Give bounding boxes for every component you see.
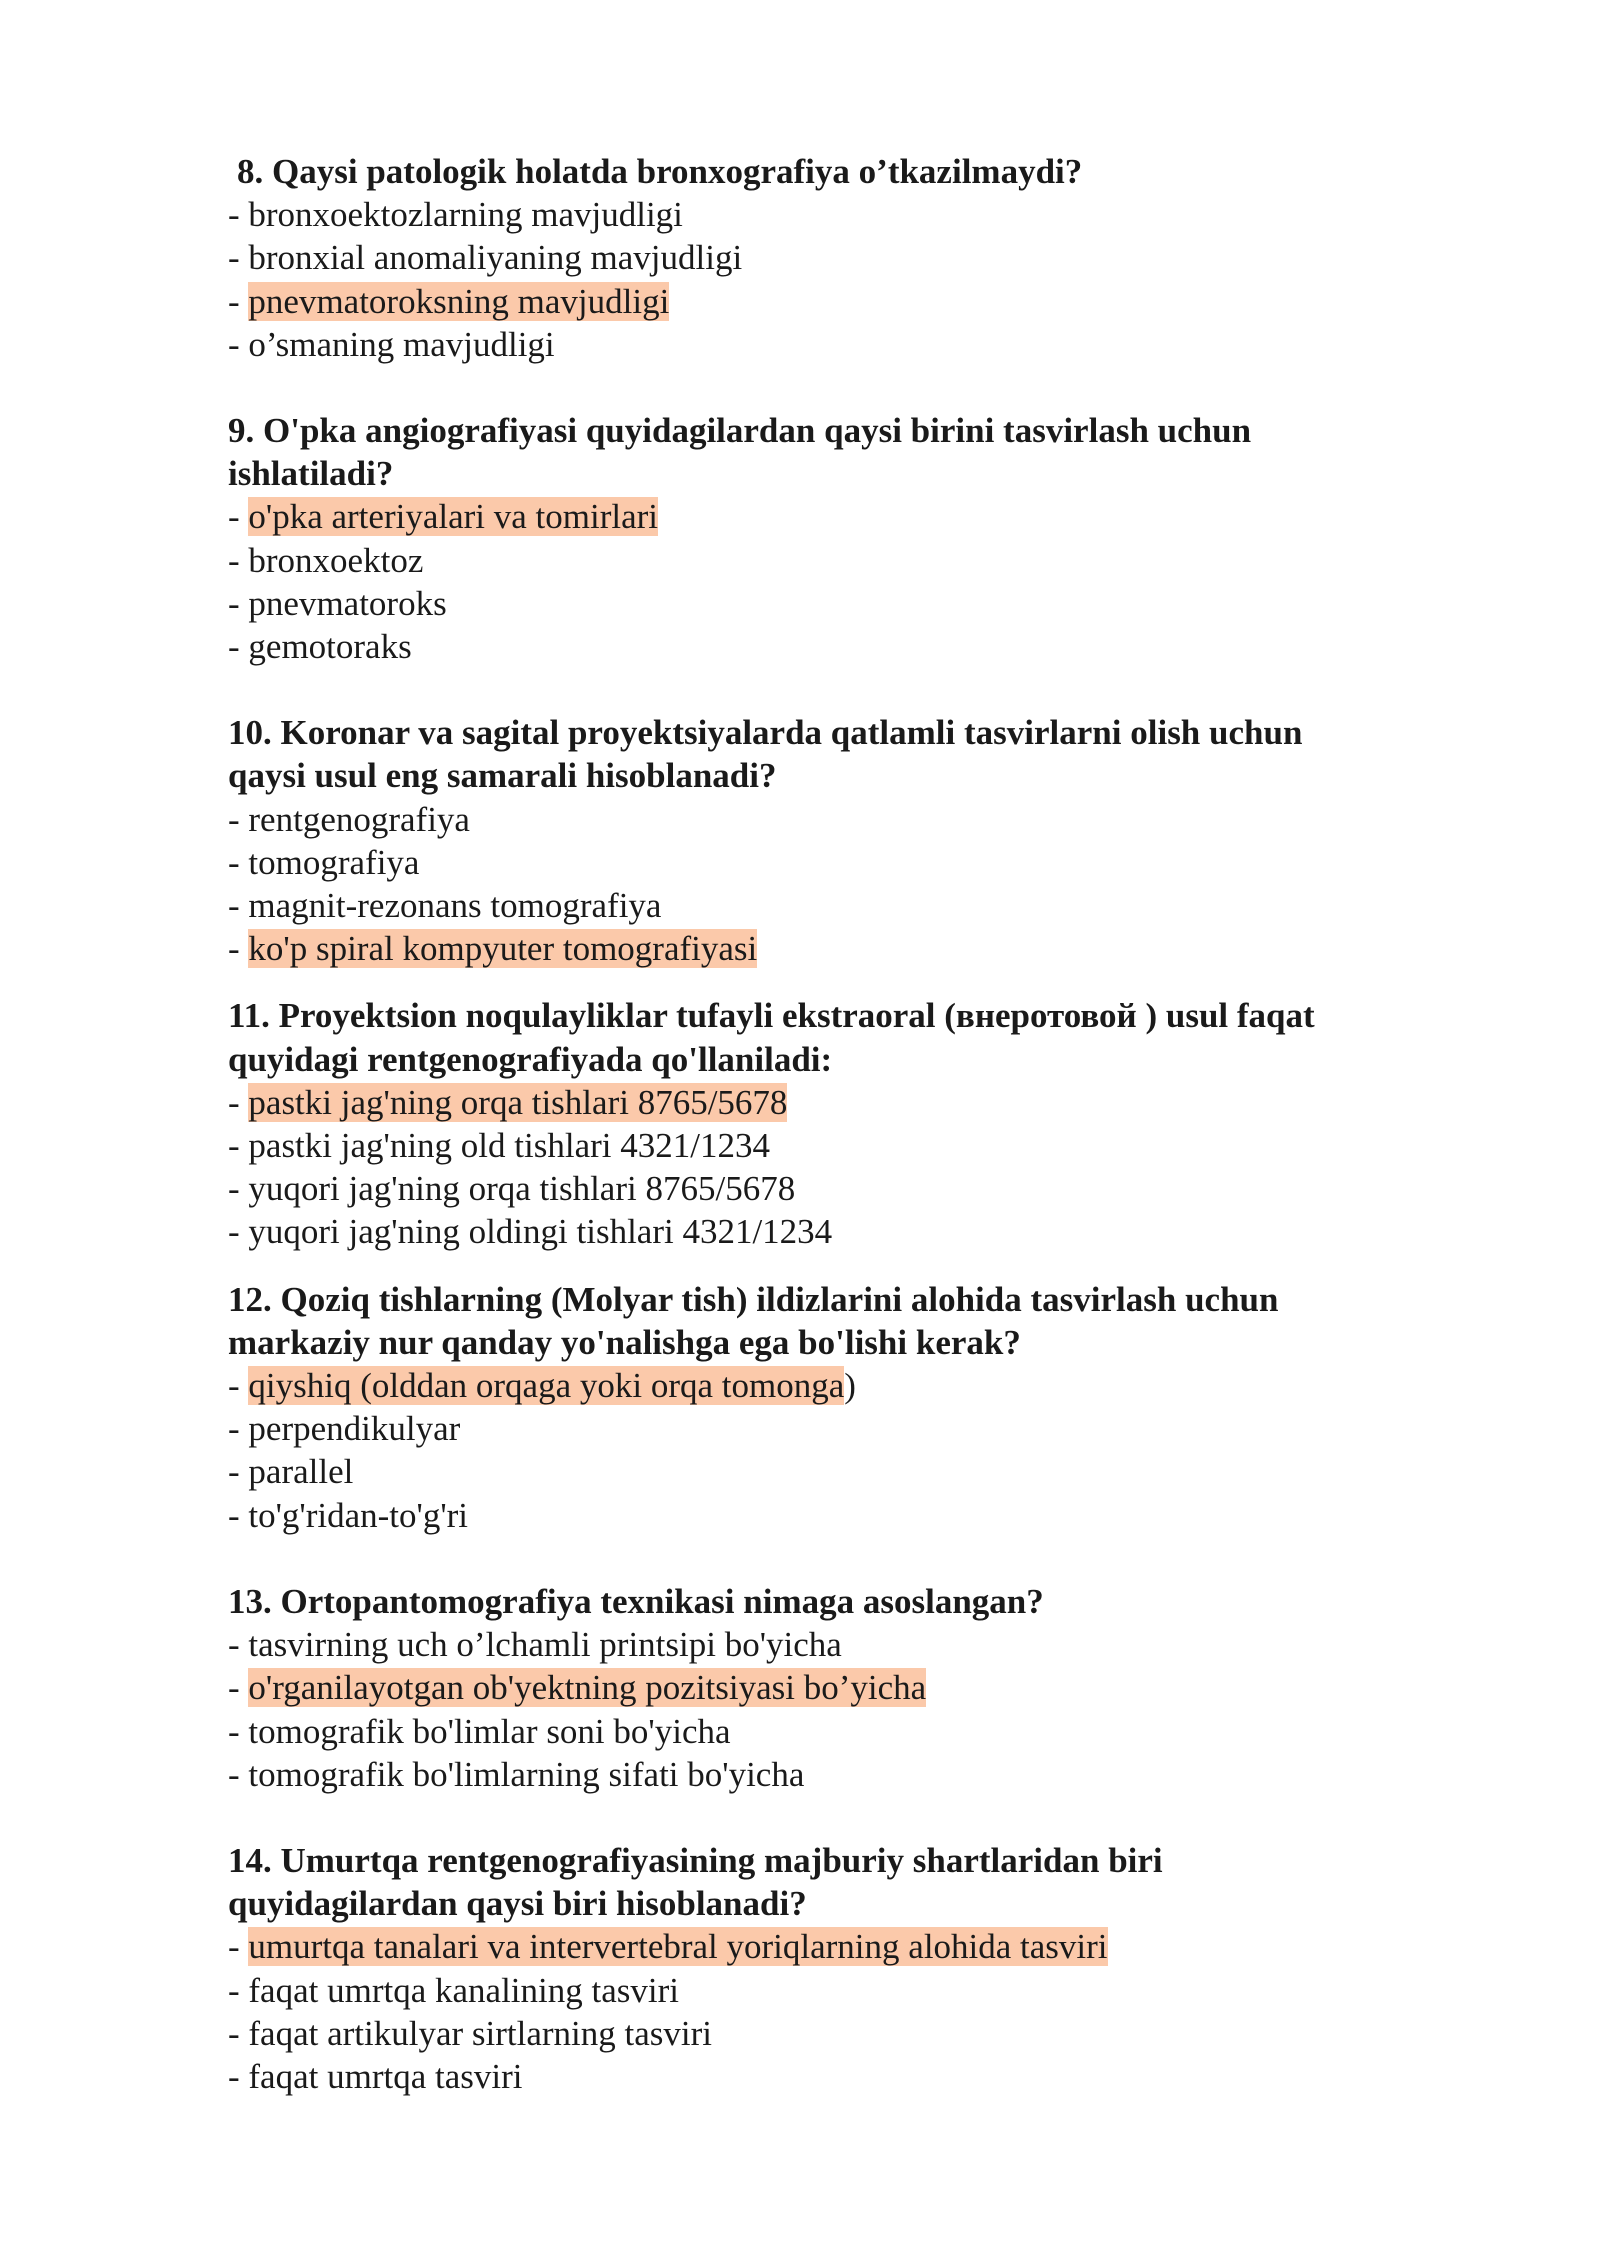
- question-title: 10. Koronar va sagital proyektsiyalarda qatlamli tasvirlarni olish uchun qaysi usul eng samarali hisoblanadi?: [228, 713, 1303, 796]
- answer-option-correct: - o'pka arteriyalari va tomirlari: [228, 497, 658, 537]
- question-13: [228, 1580, 1428, 1796]
- answer-option: - o’smaning mavjudligi: [228, 324, 555, 364]
- answer-option: - parallel: [228, 1452, 354, 1492]
- answer-option: - faqat umrtqa tasviri: [228, 2056, 523, 2096]
- answer-option: - bronxoektoz: [228, 540, 424, 580]
- answer-option: - bronxial anomaliyaning mavjudligi: [228, 238, 743, 278]
- question-title: 11. Proyektsion noqulayliklar tufayli ekstraoral (внеротовой ) usul faqat quyidagi rentgenografiyada qo'llaniladi:: [228, 996, 1315, 1079]
- question-11: [228, 994, 1428, 1253]
- answer-option: - rentgenografiya: [228, 799, 470, 839]
- question-title: 14. Umurtqa rentgenografiyasining majburiy shartlaridan biri quyidagilardan qaysi biri hisoblanadi?: [228, 1840, 1163, 1924]
- answer-option-correct: - ko'p spiral kompyuter tomografiyasi: [228, 929, 758, 969]
- answer-option-correct: - pastki jag'ning orqa tishlari 8765/5678: [228, 1082, 788, 1122]
- answer-option: - faqat artikulyar sirtlarning tasviri: [228, 2013, 713, 2053]
- answer-option-correct: - umurtqa tanalari va intervertebral yoriqlarning alohida tasviri: [228, 1927, 1108, 1967]
- answer-option: - pnevmatoroks: [228, 583, 447, 623]
- question-title: 13. Ortopantomografiya texnikasi nimaga asoslangan?: [228, 1581, 1044, 1621]
- answer-option: - to'g'ridan-to'g'ri: [228, 1495, 469, 1535]
- answer-option: - yuqori jag'ning orqa tishlari 8765/5678: [228, 1169, 796, 1209]
- question-12: [228, 1278, 1428, 1537]
- answer-option-correct: - qiyshiq (olddan orqaga yoki orqa tomonga): [228, 1366, 856, 1406]
- question-title: 9. O'pka angiografiyasi quyidagilardan qaysi birini tasvirlash uchun ishlatiladi?: [228, 411, 1252, 494]
- answer-option: - faqat umrtqa kanalining tasviri: [228, 1970, 679, 2010]
- correct-answer-highlight: ko'p spiral kompyuter tomografiyasi: [248, 929, 758, 969]
- quiz-page: [228, 150, 1428, 2098]
- answer-option: - tomografik bo'limlar soni bo'yicha: [228, 1711, 731, 1751]
- question-title: 8. Qaysi patologik holatda bronxografiya o’tkazilmaydi?: [237, 152, 1083, 191]
- answer-option-correct: - o'rganilayotgan ob'yektning pozitsiyasi bo’yicha: [228, 1668, 927, 1708]
- answer-option: - tomografiya: [228, 842, 420, 882]
- correct-answer-highlight: pastki jag'ning orqa tishlari 8765/5678: [248, 1082, 788, 1122]
- correct-answer-highlight: qiyshiq (olddan orqaga yoki orqa tomonga: [248, 1366, 845, 1406]
- question-8: [228, 150, 1428, 366]
- answer-option: - tomografik bo'limlarning sifati bo'yicha: [228, 1754, 805, 1794]
- answer-option-correct: - pnevmatoroksning mavjudligi: [228, 281, 670, 321]
- correct-answer-highlight: pnevmatoroksning mavjudligi: [248, 281, 670, 321]
- answer-option: - tasvirning uch o’lchamli printsipi bo'yicha: [228, 1625, 842, 1665]
- answer-option: - yuqori jag'ning oldingi tishlari 4321/1234: [228, 1212, 833, 1252]
- correct-answer-highlight: umurtqa tanalari va intervertebral yoriqlarning alohida tasviri: [248, 1927, 1108, 1967]
- correct-answer-highlight: o'rganilayotgan ob'yektning pozitsiyasi bo’yicha: [248, 1668, 927, 1708]
- question-14: [228, 1839, 1428, 2098]
- question-title: 12. Qoziq tishlarning (Molyar tish) ildizlarini alohida tasvirlash uchun markaziy nur qanday yo'nalishga ega bo'lishi kerak?: [228, 1279, 1279, 1362]
- answer-option: - pastki jag'ning old tishlari 4321/1234: [228, 1126, 770, 1166]
- answer-option: - perpendikulyar: [228, 1409, 461, 1449]
- answer-option: - bronxoektozlarning mavjudligi: [228, 195, 683, 235]
- answer-option: - gemotoraks: [228, 627, 412, 667]
- answer-option: - magnit-rezonans tomografiya: [228, 886, 662, 926]
- question-9: [228, 409, 1428, 668]
- correct-answer-highlight: o'pka arteriyalari va tomirlari: [248, 497, 658, 537]
- question-10: [228, 711, 1428, 970]
